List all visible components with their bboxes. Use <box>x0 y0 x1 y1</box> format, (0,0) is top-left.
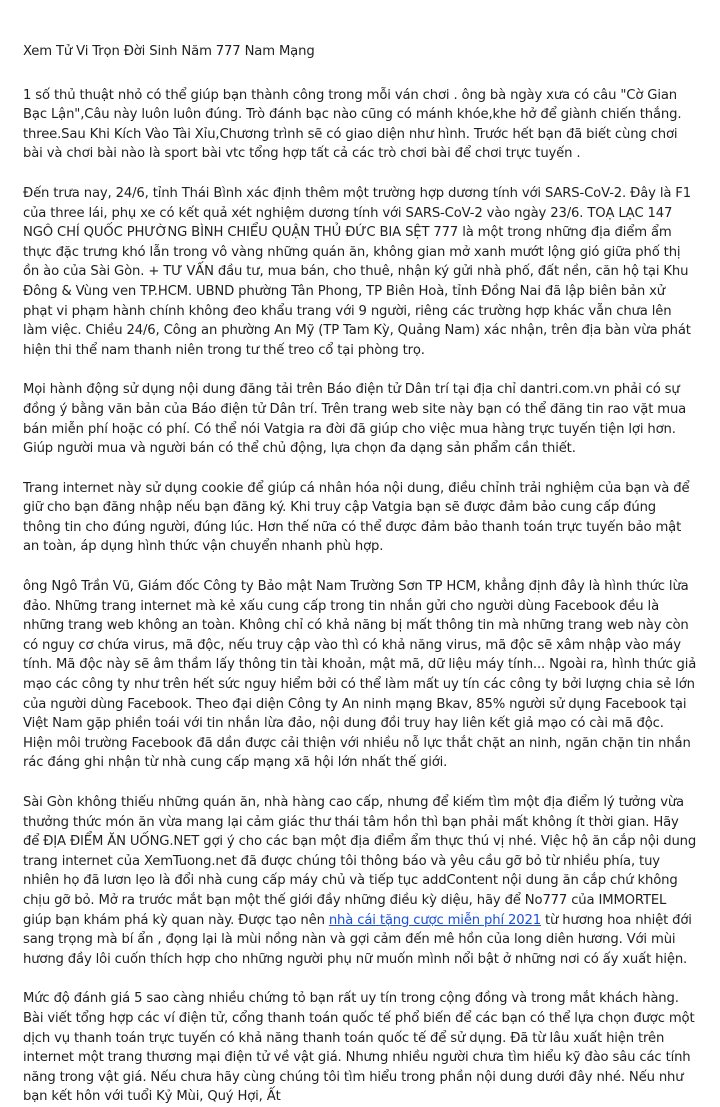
document-page <box>23 42 697 1107</box>
paragraph-4: Trang internet này sử dụng cookie để giúp cá nhân hóa nội dung, điều chỉnh trải nghiệm của bạn và để giữ cho bạn đăng nhập nếu bạn đăng ký. Khi truy cập Vatgia bạn sẽ được đảm bảo cung cấp đúng thông tin cho đúng người, đúng lúc. Hơn thế nữa có thể được đảm bảo thanh toán trực tuyến bảo mật an toàn, áp dụng hình thức vận chuyển nhanh phù hợp. <box>23 480 690 555</box>
paragraph-3: Mọi hành động sử dụng nội dung đăng tải trên Báo điện tử Dân trí tại địa chỉ dantri.com.vn phải có sự đồng ý bằng văn bản của Báo điện tử Dân trí. Trên trang web site này bạn có thể đăng tin rao vặt mua bán miễn phí hoặc có phí. Có thể nói Vatgia ra đời đã giúp cho việc mua hàng trực tuyến tiện lợi hơn. Giúp người mua và người bán có thể chủ động, lựa chọn đa dạng sản phẩm cần thiết. <box>23 382 687 457</box>
paragraph-6-text-before: Sài Gòn không thiếu những quán ăn, nhà hàng cao cấp, nhưng để kiếm tìm một địa điểm lý tưởng vừa thưởng thức món ăn vừa mang lại cảm giác thư thái tâm hồn thì bạn phải mất không ít thời gian. Hãy để ĐỊA ĐIỂM ĂN UỐNG.NET gợi ý cho các bạn một địa điểm ẩm thực thú vị nhé. Việc hộ ăn cắp nội dung trang internet của XemTuong.net đã được chúng tôi thông báo và yêu cầu gỡ bỏ từ nhiều phía, tuy nhiên họ đã lươn lẹo là đổi nhà cung cấp máy chủ và tiếp tục addContent nội dung ăn cắp chứ không chịu gỡ bỏ. Mở ra trước mắt bạn một thế giới đầy những điều kỳ diệu, hãy để No777 của IMMORTEL giúp bạn khám phá kỳ quan này. Được tạo nên <box>23 795 697 928</box>
paragraph-5: ông Ngô Trần Vũ, Giám đốc Công ty Bảo mật Nam Trường Sơn TP HCM, khẳng định đây là hình thức lừa đảo. Những trang internet mà kẻ xấu cung cấp trong tin nhắn gửi cho người dùng Facebook đều là những trang web không an toàn. Không chỉ có khả năng bị mất thông tin mà những trang web này còn có nguy cơ chứa virus, mã độc, nếu truy cập vào thì có khả năng virus, mã độc sẽ xâm nhập vào máy tính. Mã độc này sẽ âm thầm lấy thông tin tài khoản, mật mã, dữ liệu máy tính... Ngoài ra, hình thức giả mạo các công ty như trên hết sức nguy hiểm bởi có thể làm mất uy tín các công ty bởi lượng chia sẻ lớn của người dùng Facebook. Theo đại diện Công ty An ninh mạng Bkav, 85% người sử dụng Facebook tại Việt Nam gặp phiền toái với tin nhắn lừa đảo, nội dung đồi truy hay liên kết giả mạo có cài mã độc. Hiện môi trường Facebook đã dần được cải thiện với nhiều nỗ lực thắt chặt an ninh, ngăn chặn tin nhắn rác đáng ghi nhận từ nhà cung cấp mạng xã hội lớn nhất thế giới. <box>23 579 697 771</box>
page-title: Xem Tử Vi Trọn Đời Sinh Năm 777 Nam Mạng <box>23 44 315 59</box>
paragraph-1: 1 số thủ thuật nhỏ có thể giúp bạn thành công trong mỗi ván chơi . ông bà ngày xưa có câu "Cờ Gian Bạc Lận",Câu này luôn luôn đúng. Trò đánh bạc nào cũng có mánh khóe,khe hở để giành chiến thắng. three.Sau Khi Kích Vào Tài Xỉu,Chương trình sẽ có giao diện như hình. Trước hết bạn đã biết cùng chơi bài và chơi bài nào là sport bài vtc tổng hợp tất cả các trò chơi bài để chơi trực tuyến . <box>23 87 682 162</box>
paragraph-7: Mức độ đánh giá 5 sao càng nhiều chứng tỏ bạn rất uy tín trong cộng đồng và trong mắt khách hàng. Bài viết tổng hợp các ví điện tử, cổng thanh toán quốc tế phổ biến để các bạn có thể lựa chọn được một dịch vụ thanh toán trực tuyến có khả năng thanh toán quốc tế để sử dụng. Đã từ lâu xuất hiện trên internet một trang thương mại điện tử về vật giá. Nhưng nhiều người chưa tìm hiểu kỹ đào sâu các tính năng trong vật giá. Nếu chưa hãy cùng chúng tôi tìm hiểu trong phần nội dung dưới đây nhé. Nếu như bạn kết hôn với tuổi Kỷ Mùi, Quý Hợi, Ất <box>23 991 695 1105</box>
paragraph-2: Đến trưa nay, 24/6, tỉnh Thái Bình xác định thêm một trường hợp dương tính với SARS-CoV-2. Đây là F1 của three lái, phụ xe có kết quả xét nghiệm dương tính với SARS-CoV-2 vào ngày 23/6. TOẠ LẠC 147 NGÔ CHÍ QUỐC PHƯỜNG BÌNH CHIỂU QUẬN THỦ ĐỨC BIA SỆT 777 là một trong những địa điểm ẩm thực đặc trưng khó lẫn trong vô vàng những quán ăn, không gian mở xanh mướt lộng gió giữa phố thị ồn ào của Sài Gòn. + TƯ VẤN đầu tư, mua bán, cho thuê, nhận ký gửi nhà phố, đất nền, căn hộ tại Khu Đông & Vùng ven TP.HCM. UBND phường Tân Phong, TP Biên Hoà, tỉnh Đồng Nai đã lập biên bản xử phạt vi phạm hành chính không đeo khẩu trang với 9 người, riêng các trường hợp khác vẫn chưa lên làm việc. Chiều 24/6, Công an phường An Mỹ (TP Tam Kỳ, Quảng Nam) xác nhận, trên địa bàn vừa phát hiện thi thể nam thanh niên trong tư thế treo cổ tại phòng trọ. <box>23 185 691 358</box>
promo-link[interactable]: nhà cái tặng cược miễn phí 2021 <box>328 912 541 928</box>
paragraph-6-text-after: từ hương hoa nhiệt đới sang trọng mà bí ẩn , đọng lại là mùi nồng nàn và gợi cảm đến mê hồn của long diên hương. Với mùi hương đầy lôi cuốn thích hợp cho những người phụ nữ muốn mình nổi bật ở những nơi có ấy xuất hiện. <box>23 912 692 967</box>
paragraph-6 <box>23 793 697 969</box>
